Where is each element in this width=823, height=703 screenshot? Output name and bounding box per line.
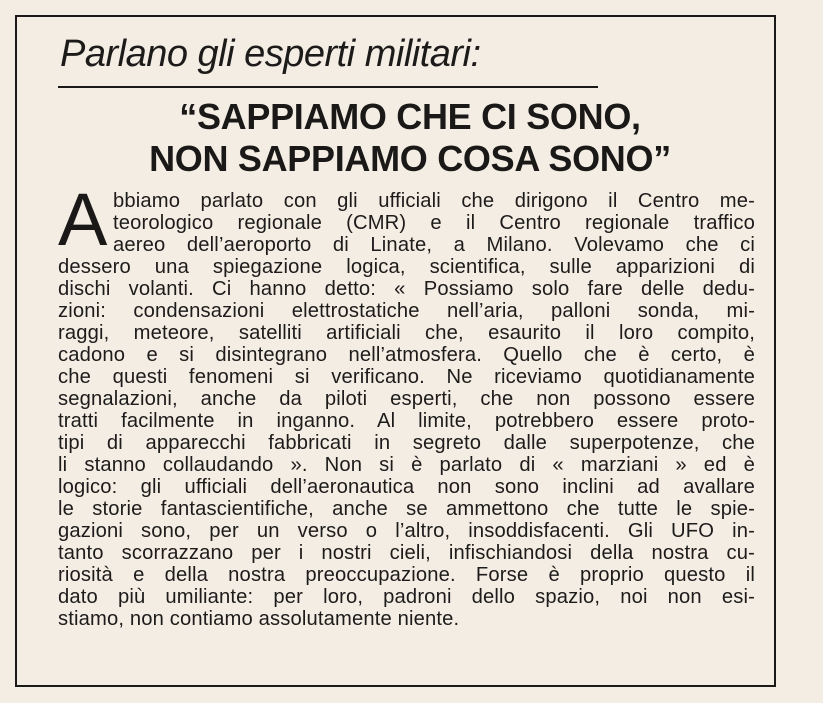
body-line: che questi fenomeni si verificano. Ne riceviamo quotidianamente	[58, 366, 755, 388]
body-line: logico: gli ufficiali dell’aeronautica non sono inclini ad avallare	[58, 476, 755, 498]
drop-cap: A	[58, 178, 108, 261]
body-line: segnalazioni, anche da piloti esperti, che non possono essere	[58, 388, 755, 410]
body-line: gazioni sono, per un verso o l’altro, insoddisfacenti. Gli UFO in-	[58, 520, 755, 542]
body-line: tratti facilmente in inganno. Al limite, potrebbero essere proto-	[58, 410, 755, 432]
body-line: tanto scorrazzano per i nostri cieli, infischiandosi della nostra cu-	[58, 542, 755, 564]
body-line: dischi volanti. Ci hanno detto: « Possiamo solo fare delle dedu-	[58, 278, 755, 300]
body-line: riosità e della nostra preoccupazione. Forse è proprio questo il	[58, 564, 755, 586]
headline-line-2: NON SAPPIAMO COSA SONO”	[149, 138, 671, 179]
body-line: dessero una spiegazione logica, scientifica, sulle apparizioni di	[58, 256, 755, 278]
body-line: li stanno collaudando ». Non si è parlato di « marziani » ed è	[58, 454, 755, 476]
body-line: bbiamo parlato con gli ufficiali che dirigono il Centro me-	[113, 190, 755, 212]
body-line: stiamo, non contiamo assolutamente niente.	[58, 608, 460, 630]
body-line: teorologico regionale (CMR) e il Centro regionale traffico	[113, 212, 755, 234]
body-line: zioni: condensazioni elettrostatiche nell’aria, palloni sonda, mi-	[58, 300, 755, 322]
headline-line-1: “SAPPIAMO CHE CI SONO,	[179, 96, 641, 137]
kicker-underline	[58, 86, 598, 88]
article-kicker: Parlano gli esperti militari:	[60, 33, 481, 75]
body-line: cadono e si disintegrano nell’atmosfera. Quello che è certo, è	[58, 344, 755, 366]
body-line: aereo dell’aeroporto di Linate, a Milano. Volevamo che ci	[113, 234, 755, 256]
body-line: raggi, meteore, satelliti artificiali che, esaurito il loro compito,	[58, 322, 755, 344]
body-line: tipi di apparecchi fabbricati in segreto dalle superpotenze, che	[58, 432, 755, 454]
article-headline	[90, 96, 730, 180]
body-line: le storie fantascientifiche, anche se ammettono che tutte le spie-	[58, 498, 755, 520]
body-line: dato più umiliante: per loro, padroni dello spazio, noi non esi-	[58, 586, 755, 608]
